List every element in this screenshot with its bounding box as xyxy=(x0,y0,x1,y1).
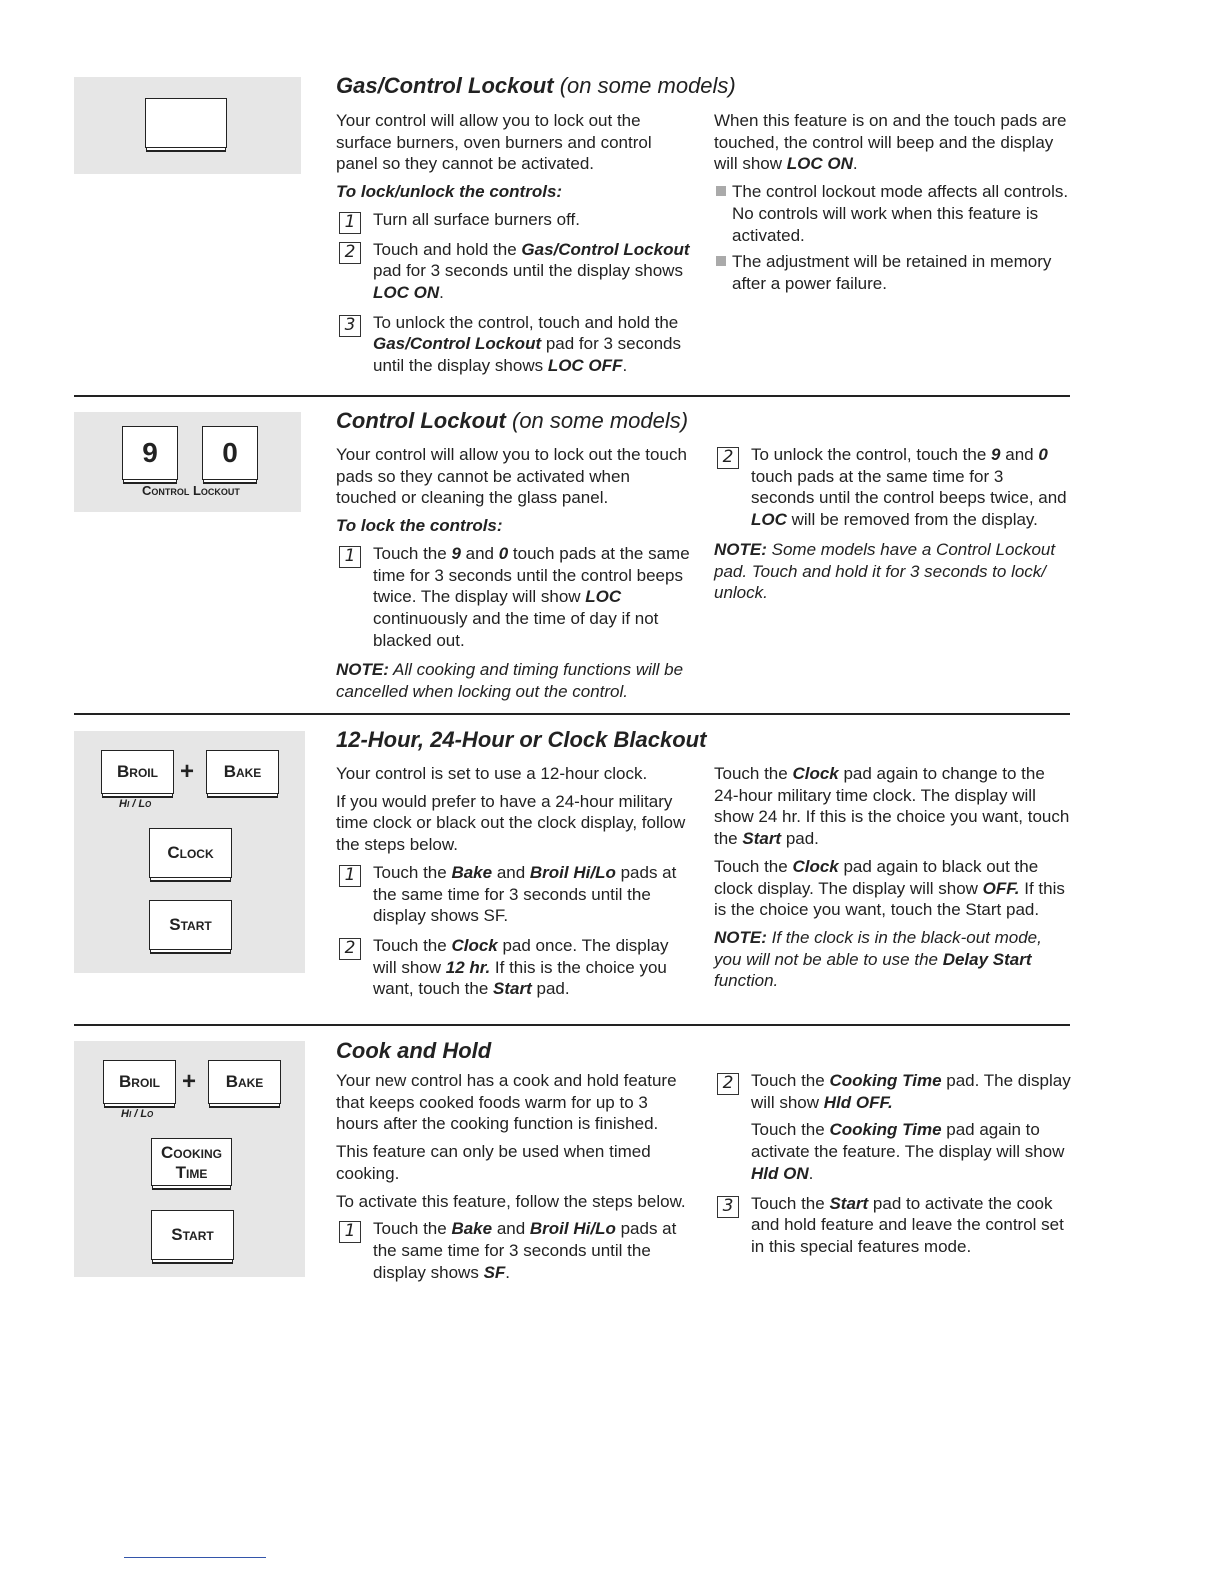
broil-pad[interactable]: Broil xyxy=(101,750,174,794)
hi-lo-label: Hi / Lo xyxy=(119,798,152,810)
bullet-item: The control lockout mode affects all controls. No controls will work when this feature is activated. xyxy=(714,181,1074,246)
start-pad[interactable]: Start xyxy=(149,900,232,950)
bake-pad[interactable]: Bake xyxy=(208,1060,281,1104)
intro-text: Your control will allow you to lock out the surface burners, oven burners and control panel so they cannot be activated. xyxy=(336,111,652,174)
plus-sign: + xyxy=(180,758,195,785)
step-3: 3 To unlock the control, touch and hold the Gas/Control Lockout pad for 3 seconds until the display shows LOC OFF. xyxy=(336,312,692,377)
step-number: 1 xyxy=(339,1221,361,1243)
control-lockout-left-column: Your control will allow you to lock out the touch pads so they cannot be activated when touched or cleaning the glass panel. To lock the controls: 1 Touch the 9 and 0 touch pads at the same time for 3 seconds until the control beeps twice. The display will show LOC continuously and the time of day if not blacked out. NOTE: All cooking and timing functions will be cancelled when locking out the control. xyxy=(336,444,692,709)
note: NOTE: If the clock is in the black-out mode, you will not be able to use the Delay Start function. xyxy=(714,927,1042,991)
step-number: 2 xyxy=(717,447,739,469)
control-lockout-right-column xyxy=(714,444,1070,610)
note: NOTE: Some models have a Control Lockout pad. Touch and hold it for 3 seconds to lock/ unlock. xyxy=(714,539,1056,603)
step-2: 2 Touch and hold the Gas/Control Lockout pad for 3 seconds until the display shows LOC ON. xyxy=(336,239,692,304)
control-lockout-label: Control Lockout xyxy=(142,483,240,498)
step-2: 2 To unlock the control, touch the 9 and 0 touch pads at the same time for 3 seconds until the control beeps twice, and LOC will be removed from the display. xyxy=(714,444,1070,531)
cook-hold-left-column: Your new control has a cook and hold feature that keeps cooked foods warm for up to 3 hours after the cooking function is finished. This feature can only be used when timed cooking. To activate this feature, follow the steps below. 1 Touch the Bake and Broil Hi/Lo pads at the same time for 3 seconds until the display shows SF. xyxy=(336,1070,692,1291)
plus-sign: + xyxy=(182,1068,197,1095)
step-2: 2 Touch the Clock pad once. The display will show 12 hr. If this is the choice you want, touch the Start pad. xyxy=(336,935,692,1000)
gas-control-lockout-pad[interactable] xyxy=(145,98,227,148)
section-title-gas-lockout: Gas/Control Lockout (on some models) xyxy=(336,73,736,98)
gas-lockout-left-column xyxy=(336,110,692,385)
step-number: 2 xyxy=(339,242,361,264)
step-1: 1 Touch the Bake and Broil Hi/Lo pads at the same time for 3 seconds until the display shows SF. xyxy=(336,862,692,927)
step-3: 3 Touch the Start pad to activate the cook and hold feature and leave the control set in this special features mode. xyxy=(714,1193,1072,1258)
step-1: 1 Touch the 9 and 0 touch pads at the same time for 3 seconds until the control beeps twice. The display will show LOC continuously and the time of day if not blacked out. xyxy=(336,543,692,652)
step-number: 1 xyxy=(339,212,361,234)
broil-pad[interactable]: Broil xyxy=(103,1060,176,1104)
section-title-control-lockout: Control Lockout (on some models) xyxy=(336,408,689,433)
cook-hold-right-column xyxy=(714,1070,1072,1266)
section-title-clock: 12-Hour, 24-Hour or Clock Blackout xyxy=(336,727,707,752)
bullet-item: The adjustment will be retained in memory after a power failure. xyxy=(714,251,1074,294)
hi-lo-label: Hi / Lo xyxy=(121,1108,154,1120)
step-number: 1 xyxy=(339,546,361,568)
step-number: 3 xyxy=(339,315,361,337)
footer-line xyxy=(124,1557,266,1558)
step-2-continued: Touch the Cooking Time pad again to activate the feature. The display will show Hld ON. xyxy=(751,1120,1065,1183)
section-divider xyxy=(74,1024,1070,1026)
clock-pad[interactable]: Clock xyxy=(149,828,232,878)
gas-lockout-right-column: When this feature is on and the touch pads are touched, the control will beep and the display will show LOC ON. The control lockout mode affects all controls. No controls will work when this feature is activated. The adjustment will be retained in memory after a power failure. xyxy=(714,110,1074,300)
step-number: 2 xyxy=(717,1073,739,1095)
pad-0[interactable]: 0 xyxy=(202,426,258,480)
clock-right-column: Touch the Clock pad again to change to the 24-hour military time clock. The display will show 24 hr. If this is the choice you want, touch the Start pad. Touch the Clock pad again to black out the clock display. The display will show OFF. If this is the choice you want, touch the Start pad. NOTE: If the clock is in the black-out mode, you will not be able to use the Delay Start function. xyxy=(714,764,1070,991)
section-title-cook-hold: Cook and Hold xyxy=(336,1038,492,1063)
step-number: 3 xyxy=(717,1196,739,1218)
bake-pad[interactable]: Bake xyxy=(206,750,279,794)
pad-9[interactable]: 9 xyxy=(122,426,178,480)
step-1: 1 Turn all surface burners off. xyxy=(336,209,692,231)
cooking-time-pad[interactable]: Cooking Time xyxy=(151,1138,232,1186)
step-number: 1 xyxy=(339,865,361,887)
step-number: 2 xyxy=(339,938,361,960)
step-1: 1 Touch the Bake and Broil Hi/Lo pads at the same time for 3 seconds until the display shows SF. xyxy=(336,1218,692,1283)
subheading: To lock/unlock the controls: xyxy=(336,182,563,202)
start-pad[interactable]: Start xyxy=(151,1210,234,1260)
step-2: 2 Touch the Cooking Time pad. The display will show Hld OFF. xyxy=(714,1070,1072,1113)
section-divider xyxy=(74,395,1070,397)
note: NOTE: All cooking and timing functions will be cancelled when locking out the control. xyxy=(336,660,684,702)
clock-left-column: Your control is set to use a 12-hour clock. If you would prefer to have a 24-hour military time clock or black out the clock display, follow the steps below. 1 Touch the Bake and Broil Hi/Lo pads at the same time for 3 seconds until the display shows SF. 2 Touch the Clock pad once. The display will show 12 hr. If this is the choice you want, touch the Start pad. xyxy=(336,763,692,1008)
section-divider xyxy=(74,713,1070,715)
subheading: To lock the controls: xyxy=(336,516,503,536)
